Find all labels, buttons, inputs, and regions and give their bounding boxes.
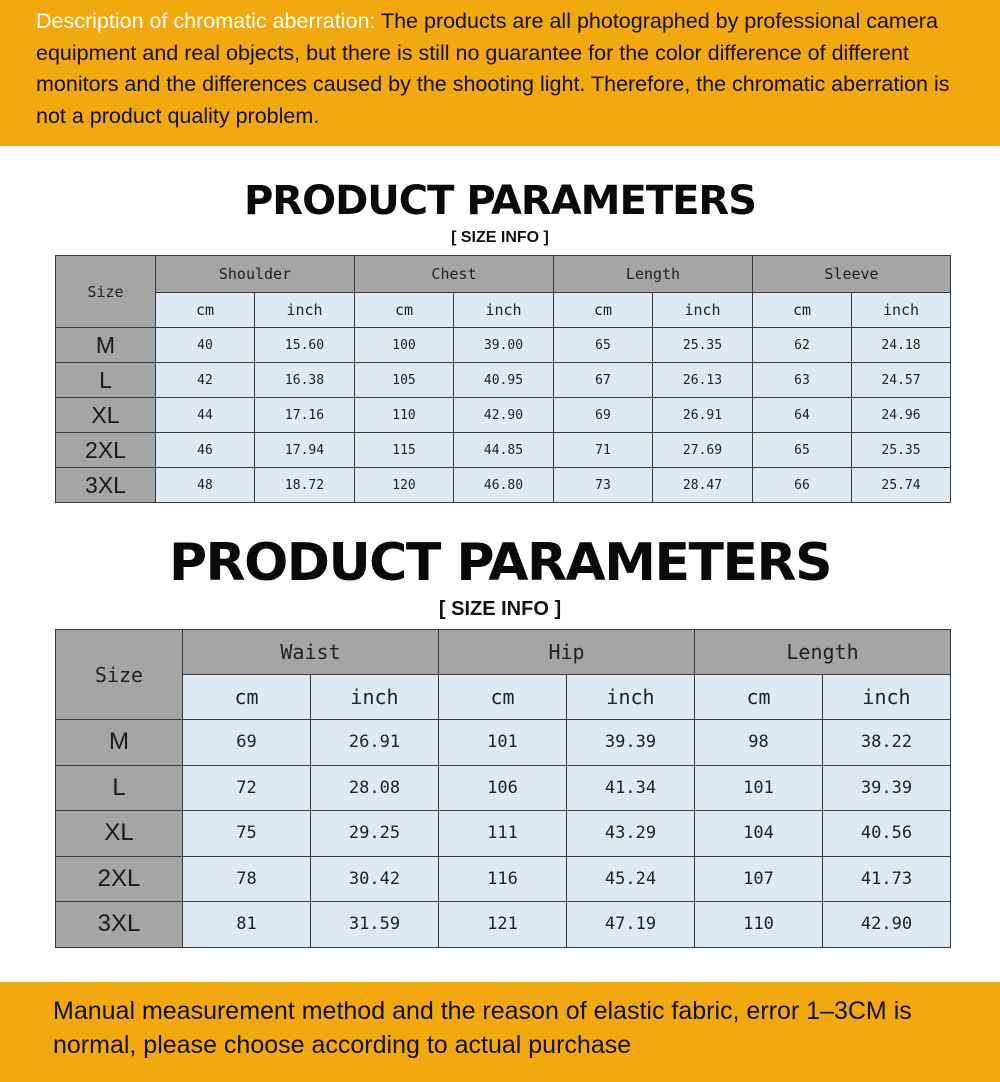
unit-header: inch xyxy=(823,675,951,720)
value-cell: 26.91 xyxy=(311,720,439,766)
value-cell: 81 xyxy=(183,902,311,948)
value-cell: 43.29 xyxy=(567,811,695,857)
value-cell: 75 xyxy=(183,811,311,857)
value-cell: 25.35 xyxy=(653,328,753,363)
notice-lead: Description of chromatic aberration: xyxy=(36,9,376,33)
unit-header: inch xyxy=(653,293,753,328)
value-cell: 18.72 xyxy=(255,468,355,503)
value-cell: 106 xyxy=(439,765,567,811)
group-header: Chest xyxy=(355,256,554,293)
value-cell: 65 xyxy=(753,433,852,468)
section2-subtitle: [ SIZE INFO ] xyxy=(438,598,562,620)
value-cell: 30.42 xyxy=(311,856,439,902)
unit-header: inch xyxy=(255,293,355,328)
value-cell: 45.24 xyxy=(567,856,695,902)
table-row xyxy=(56,398,951,433)
size-label: L xyxy=(56,363,156,398)
unit-header: inch xyxy=(454,293,554,328)
value-cell: 29.25 xyxy=(311,811,439,857)
table-row xyxy=(56,811,951,857)
size-label: 2XL xyxy=(56,856,183,902)
value-cell: 101 xyxy=(439,720,567,766)
notice-text: The products are all photographed by professional camera equipment and real objects, but there is still no guarantee for the color difference of different monitors and the differences caused by the shooting light. Therefore, the chromatic aberration is not a product quality problem. xyxy=(36,9,950,128)
unit-header: cm xyxy=(355,293,454,328)
value-cell: 73 xyxy=(554,468,653,503)
value-cell: 115 xyxy=(355,433,454,468)
unit-header: cm xyxy=(439,675,567,720)
table-row xyxy=(56,720,951,766)
value-cell: 110 xyxy=(355,398,454,433)
table-row xyxy=(56,856,951,902)
value-cell: 46.80 xyxy=(454,468,554,503)
value-cell: 101 xyxy=(695,765,823,811)
value-cell: 120 xyxy=(355,468,454,503)
value-cell: 40.56 xyxy=(823,811,951,857)
value-cell: 105 xyxy=(355,363,454,398)
unit-header: cm xyxy=(156,293,255,328)
value-cell: 15.60 xyxy=(255,328,355,363)
value-cell: 42 xyxy=(156,363,255,398)
footer-text: Manual measurement method and the reason of elastic fabric, error 1–3CM is normal, please choose according to actual purchase xyxy=(53,997,912,1059)
size-label: L xyxy=(56,765,183,811)
size-label: XL xyxy=(56,811,183,857)
section1-title: PRODUCT PARAMETERS xyxy=(243,178,757,224)
size-label: M xyxy=(56,720,183,766)
unit-header: inch xyxy=(852,293,951,328)
chromatic-aberration-notice xyxy=(0,0,1000,146)
table-row xyxy=(56,433,951,468)
section2-title: PRODUCT PARAMETERS xyxy=(168,533,832,593)
value-cell: 98 xyxy=(695,720,823,766)
value-cell: 100 xyxy=(355,328,454,363)
unit-header: cm xyxy=(554,293,653,328)
value-cell: 66 xyxy=(753,468,852,503)
section1-subtitle: [ SIZE INFO ] xyxy=(451,229,549,246)
table-row xyxy=(56,328,951,363)
value-cell: 26.91 xyxy=(653,398,753,433)
value-cell: 63 xyxy=(753,363,852,398)
group-header: Length xyxy=(695,630,951,675)
value-cell: 69 xyxy=(183,720,311,766)
group-header: Length xyxy=(554,256,753,293)
size-label: 2XL xyxy=(56,433,156,468)
value-cell: 26.13 xyxy=(653,363,753,398)
value-cell: 44.85 xyxy=(454,433,554,468)
value-cell: 78 xyxy=(183,856,311,902)
unit-header: cm xyxy=(753,293,852,328)
group-header: Sleeve xyxy=(753,256,951,293)
value-cell: 38.22 xyxy=(823,720,951,766)
value-cell: 107 xyxy=(695,856,823,902)
value-cell: 62 xyxy=(753,328,852,363)
measurement-notice xyxy=(0,982,1000,1082)
value-cell: 42.90 xyxy=(823,902,951,948)
unit-header: inch xyxy=(567,675,695,720)
size-label: M xyxy=(56,328,156,363)
value-cell: 28.08 xyxy=(311,765,439,811)
value-cell: 24.96 xyxy=(852,398,951,433)
value-cell: 28.47 xyxy=(653,468,753,503)
value-cell: 40.95 xyxy=(454,363,554,398)
value-cell: 64 xyxy=(753,398,852,433)
value-cell: 121 xyxy=(439,902,567,948)
group-header: Waist xyxy=(183,630,439,675)
size-label: XL xyxy=(56,398,156,433)
value-cell: 31.59 xyxy=(311,902,439,948)
unit-header: cm xyxy=(183,675,311,720)
value-cell: 25.35 xyxy=(852,433,951,468)
value-cell: 24.18 xyxy=(852,328,951,363)
value-cell: 27.69 xyxy=(653,433,753,468)
value-cell: 41.34 xyxy=(567,765,695,811)
value-cell: 25.74 xyxy=(852,468,951,503)
value-cell: 72 xyxy=(183,765,311,811)
value-cell: 71 xyxy=(554,433,653,468)
value-cell: 40 xyxy=(156,328,255,363)
value-cell: 17.94 xyxy=(255,433,355,468)
value-cell: 41.73 xyxy=(823,856,951,902)
size-header: Size xyxy=(56,630,183,720)
table-row xyxy=(56,902,951,948)
value-cell: 111 xyxy=(439,811,567,857)
group-header: Shoulder xyxy=(156,256,355,293)
value-cell: 39.39 xyxy=(823,765,951,811)
value-cell: 42.90 xyxy=(454,398,554,433)
value-cell: 67 xyxy=(554,363,653,398)
value-cell: 46 xyxy=(156,433,255,468)
value-cell: 44 xyxy=(156,398,255,433)
value-cell: 16.38 xyxy=(255,363,355,398)
size-label: 3XL xyxy=(56,902,183,948)
bottom-size-table xyxy=(55,629,951,948)
size-header: Size xyxy=(56,256,156,328)
value-cell: 69 xyxy=(554,398,653,433)
size-label: 3XL xyxy=(56,468,156,503)
value-cell: 24.57 xyxy=(852,363,951,398)
group-header: Hip xyxy=(439,630,695,675)
value-cell: 110 xyxy=(695,902,823,948)
value-cell: 47.19 xyxy=(567,902,695,948)
table-row xyxy=(56,765,951,811)
unit-header: cm xyxy=(695,675,823,720)
value-cell: 39.00 xyxy=(454,328,554,363)
value-cell: 104 xyxy=(695,811,823,857)
unit-header: inch xyxy=(311,675,439,720)
value-cell: 116 xyxy=(439,856,567,902)
value-cell: 48 xyxy=(156,468,255,503)
value-cell: 39.39 xyxy=(567,720,695,766)
value-cell: 17.16 xyxy=(255,398,355,433)
table-row xyxy=(56,363,951,398)
value-cell: 65 xyxy=(554,328,653,363)
top-size-table xyxy=(55,255,951,503)
table-row xyxy=(56,468,951,503)
